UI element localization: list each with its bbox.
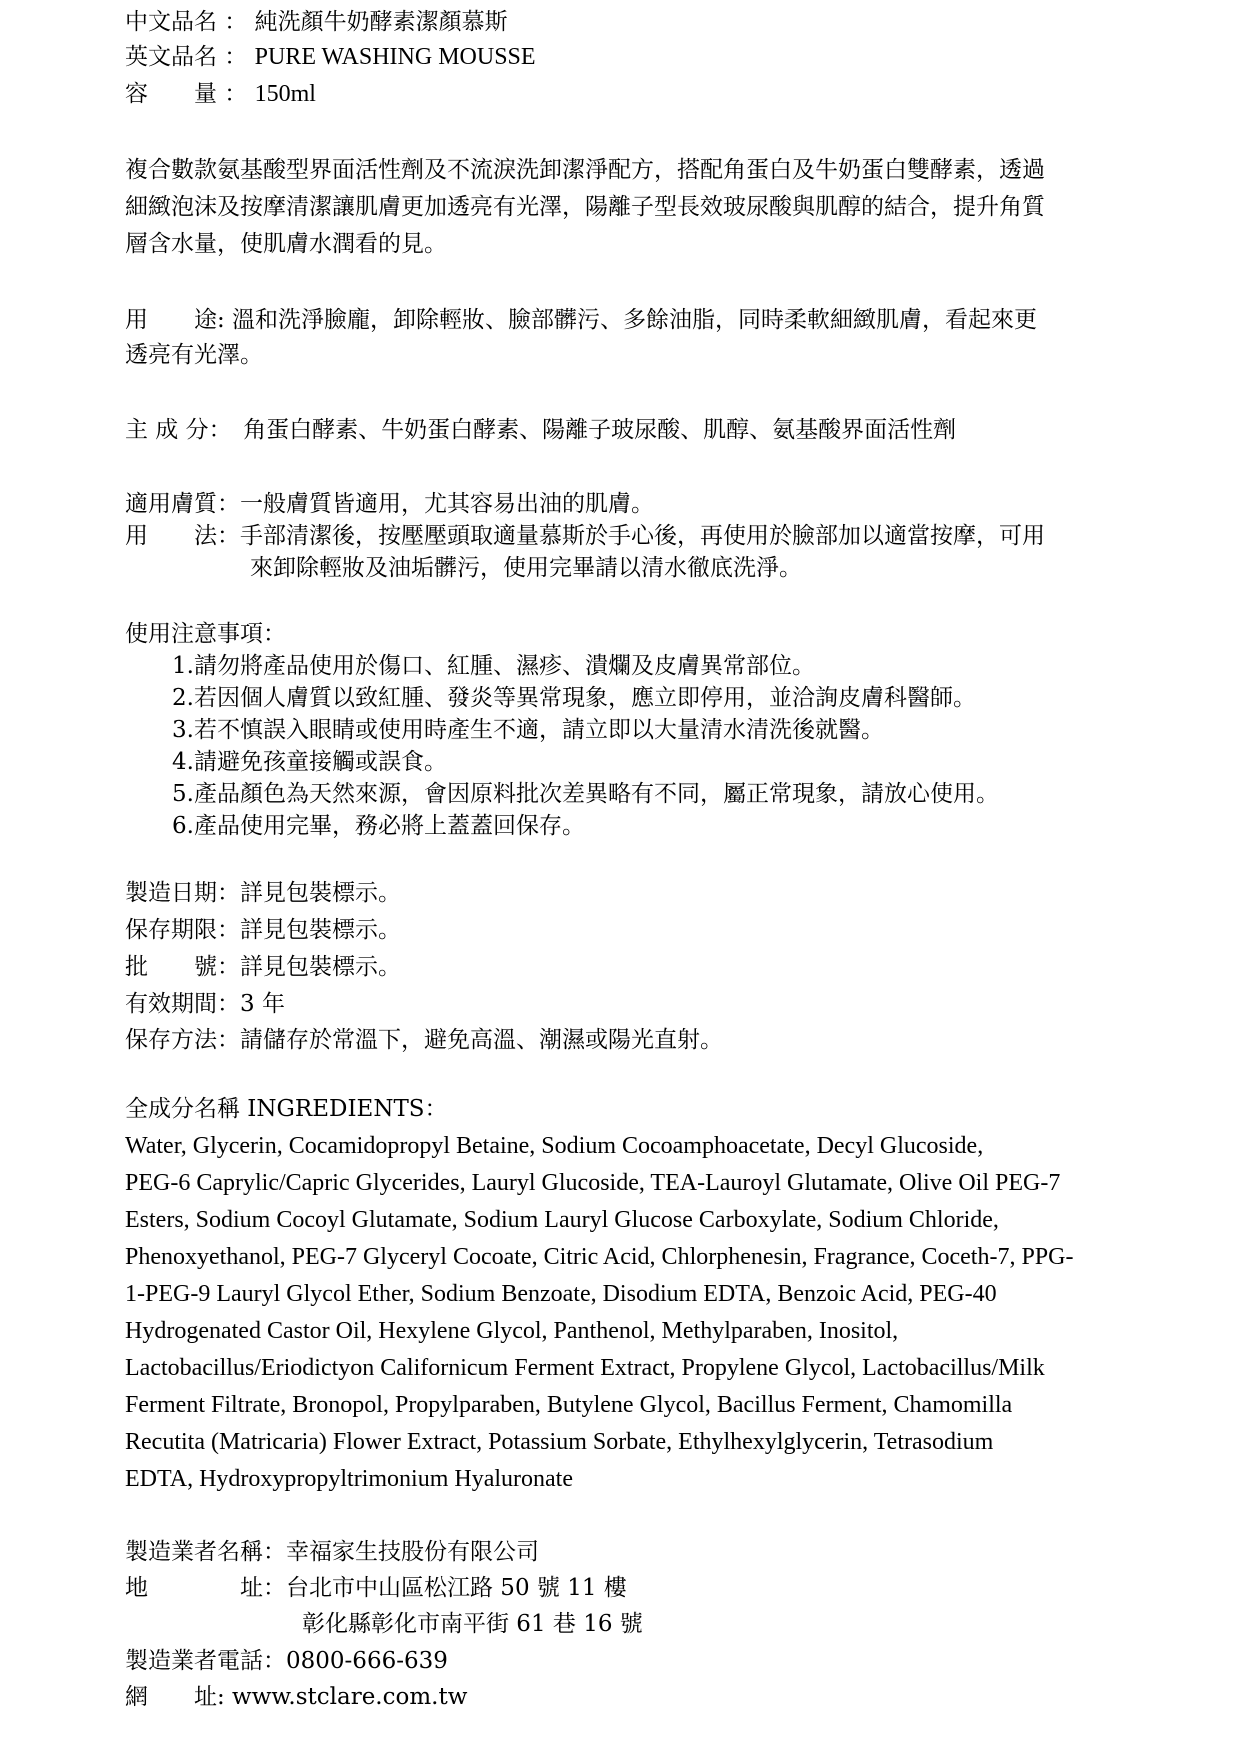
- cn-name-row: [125, 6, 508, 38]
- manufacturer-address-2: 彰化縣彰化市南平街 61 巷 16 號: [302, 1611, 643, 1637]
- precaution-item: 2.若因個人膚質以致紅腫、發炎等異常現象，應立即停用，並洽詢皮膚科醫師。: [172, 685, 976, 711]
- ingredients-line: Hydrogenated Castor Oil, Hexylene Glycol, Panthenol, Methylparaben, Inositol,: [125, 1318, 899, 1344]
- ingredients-line: 1-PEG-9 Lauryl Glycol Ether, Sodium Benzoate, Disodium EDTA, Benzoic Acid, PEG-40: [125, 1281, 997, 1307]
- manufacturer-phone: 製造業者電話：0800-666-639: [125, 1648, 448, 1674]
- ingredients-line: Lactobacillus/Eriodictyon Californicum Ferment Extract, Propylene Glycol, Lactobacillus/Milk: [125, 1355, 1045, 1381]
- volume-value: 150ml: [254, 81, 316, 107]
- en-name-value: PURE WASHING MOUSSE: [254, 44, 536, 70]
- volume-row: [125, 78, 316, 110]
- description-line-1: 複合數款氨基酸型界面活性劑及不流淚洗卸潔淨配方，搭配角蛋白及牛奶蛋白雙酵素，透過: [125, 157, 1045, 183]
- ingredients-line: PEG-6 Caprylic/Capric Glycerides, Lauryl Glucoside, TEA-Lauroyl Glutamate, Olive Oil PEG-7: [125, 1170, 1061, 1196]
- manufacturer-name: 製造業者名稱：幸福家生技股份有限公司: [125, 1539, 539, 1565]
- ingredients-title: 全成分名稱 INGREDIENTS：: [125, 1096, 448, 1122]
- skin-type: 適用膚質：一般膚質皆適用，尤其容易出油的肌膚。: [125, 491, 654, 517]
- shelf-life: 保存期限：詳見包裝標示。: [125, 917, 401, 943]
- ingredients-line: Water, Glycerin, Cocamidopropyl Betaine, Sodium Cocoamphoacetate, Decyl Glucoside,: [125, 1133, 984, 1159]
- manufacturer-website: 網 址: www.stclare.com.tw: [125, 1684, 468, 1710]
- precautions-title: 使用注意事項：: [125, 621, 286, 647]
- directions-line-2: 來卸除輕妝及油垢髒污，使用完畢請以清水徹底洗淨。: [250, 555, 802, 581]
- manufacture-date: 製造日期：詳見包裝標示。: [125, 880, 401, 906]
- manufacturer-address-1: 地 址：台北市中山區松江路 50 號 11 樓: [125, 1575, 627, 1601]
- validity-period: 有效期間：3 年: [125, 991, 285, 1017]
- precaution-item: 6.產品使用完畢，務必將上蓋蓋回保存。: [172, 813, 585, 839]
- volume-label: 容 量 ：: [125, 81, 248, 107]
- main-ingredients: 主 成 分： 角蛋白酵素、牛奶蛋白酵素、陽離子玻尿酸、肌醇、氨基酸界面活性劑: [125, 417, 957, 443]
- ingredients-line: Esters, Sodium Cocoyl Glutamate, Sodium Lauryl Glucose Carboxylate, Sodium Chloride,: [125, 1207, 999, 1233]
- ingredients-line: Recutita (Matricaria) Flower Extract, Potassium Sorbate, Ethylhexylglycerin, Tetrasodium: [125, 1429, 994, 1455]
- usage-purpose-line-2: 透亮有光澤。: [125, 342, 263, 368]
- usage-purpose-line-1: 用 途: 溫和洗淨臉龐，卸除輕妝、臉部髒污、多餘油脂，同時柔軟細緻肌膚，看起來更: [125, 307, 1038, 333]
- ingredients-line: Phenoxyethanol, PEG-7 Glyceryl Cocoate, Citric Acid, Chlorphenesin, Fragrance, Coceth-7, PPG-: [125, 1244, 1074, 1270]
- directions-line-1: 用 法：手部清潔後，按壓壓頭取適量慕斯於手心後，再使用於臉部加以適當按摩，可用: [125, 523, 1045, 549]
- precaution-item: 4.請避免孩童接觸或誤食。: [172, 749, 447, 775]
- en-name-label: 英文品名 ：: [125, 44, 248, 70]
- cn-name-value: 純洗顏牛奶酵素潔顏慕斯: [254, 9, 508, 35]
- en-name-row: [125, 41, 536, 73]
- cn-name-label: 中文品名 ：: [125, 9, 248, 35]
- precaution-item: 1.請勿將產品使用於傷口、紅腫、濕疹、潰爛及皮膚異常部位。: [172, 653, 815, 679]
- precaution-item: 5.產品顏色為天然來源，會因原料批次差異略有不同，屬正常現象，請放心使用。: [172, 781, 999, 807]
- batch-number: 批 號：詳見包裝標示。: [125, 954, 401, 980]
- description-line-3: 層含水量，使肌膚水潤看的見。: [125, 231, 447, 257]
- ingredients-line: EDTA, Hydroxypropyltrimonium Hyaluronate: [125, 1466, 573, 1492]
- precaution-item: 3.若不慎誤入眼睛或使用時產生不適，請立即以大量清水清洗後就醫。: [172, 717, 884, 743]
- description-line-2: 細緻泡沫及按摩清潔讓肌膚更加透亮有光澤，陽離子型長效玻尿酸與肌醇的結合，提升角質: [125, 194, 1045, 220]
- ingredients-line: Ferment Filtrate, Bronopol, Propylparaben, Butylene Glycol, Bacillus Ferment, Chamomilla: [125, 1392, 1013, 1418]
- storage-method: 保存方法：請儲存於常溫下，避免高溫、潮濕或陽光直射。: [125, 1027, 723, 1053]
